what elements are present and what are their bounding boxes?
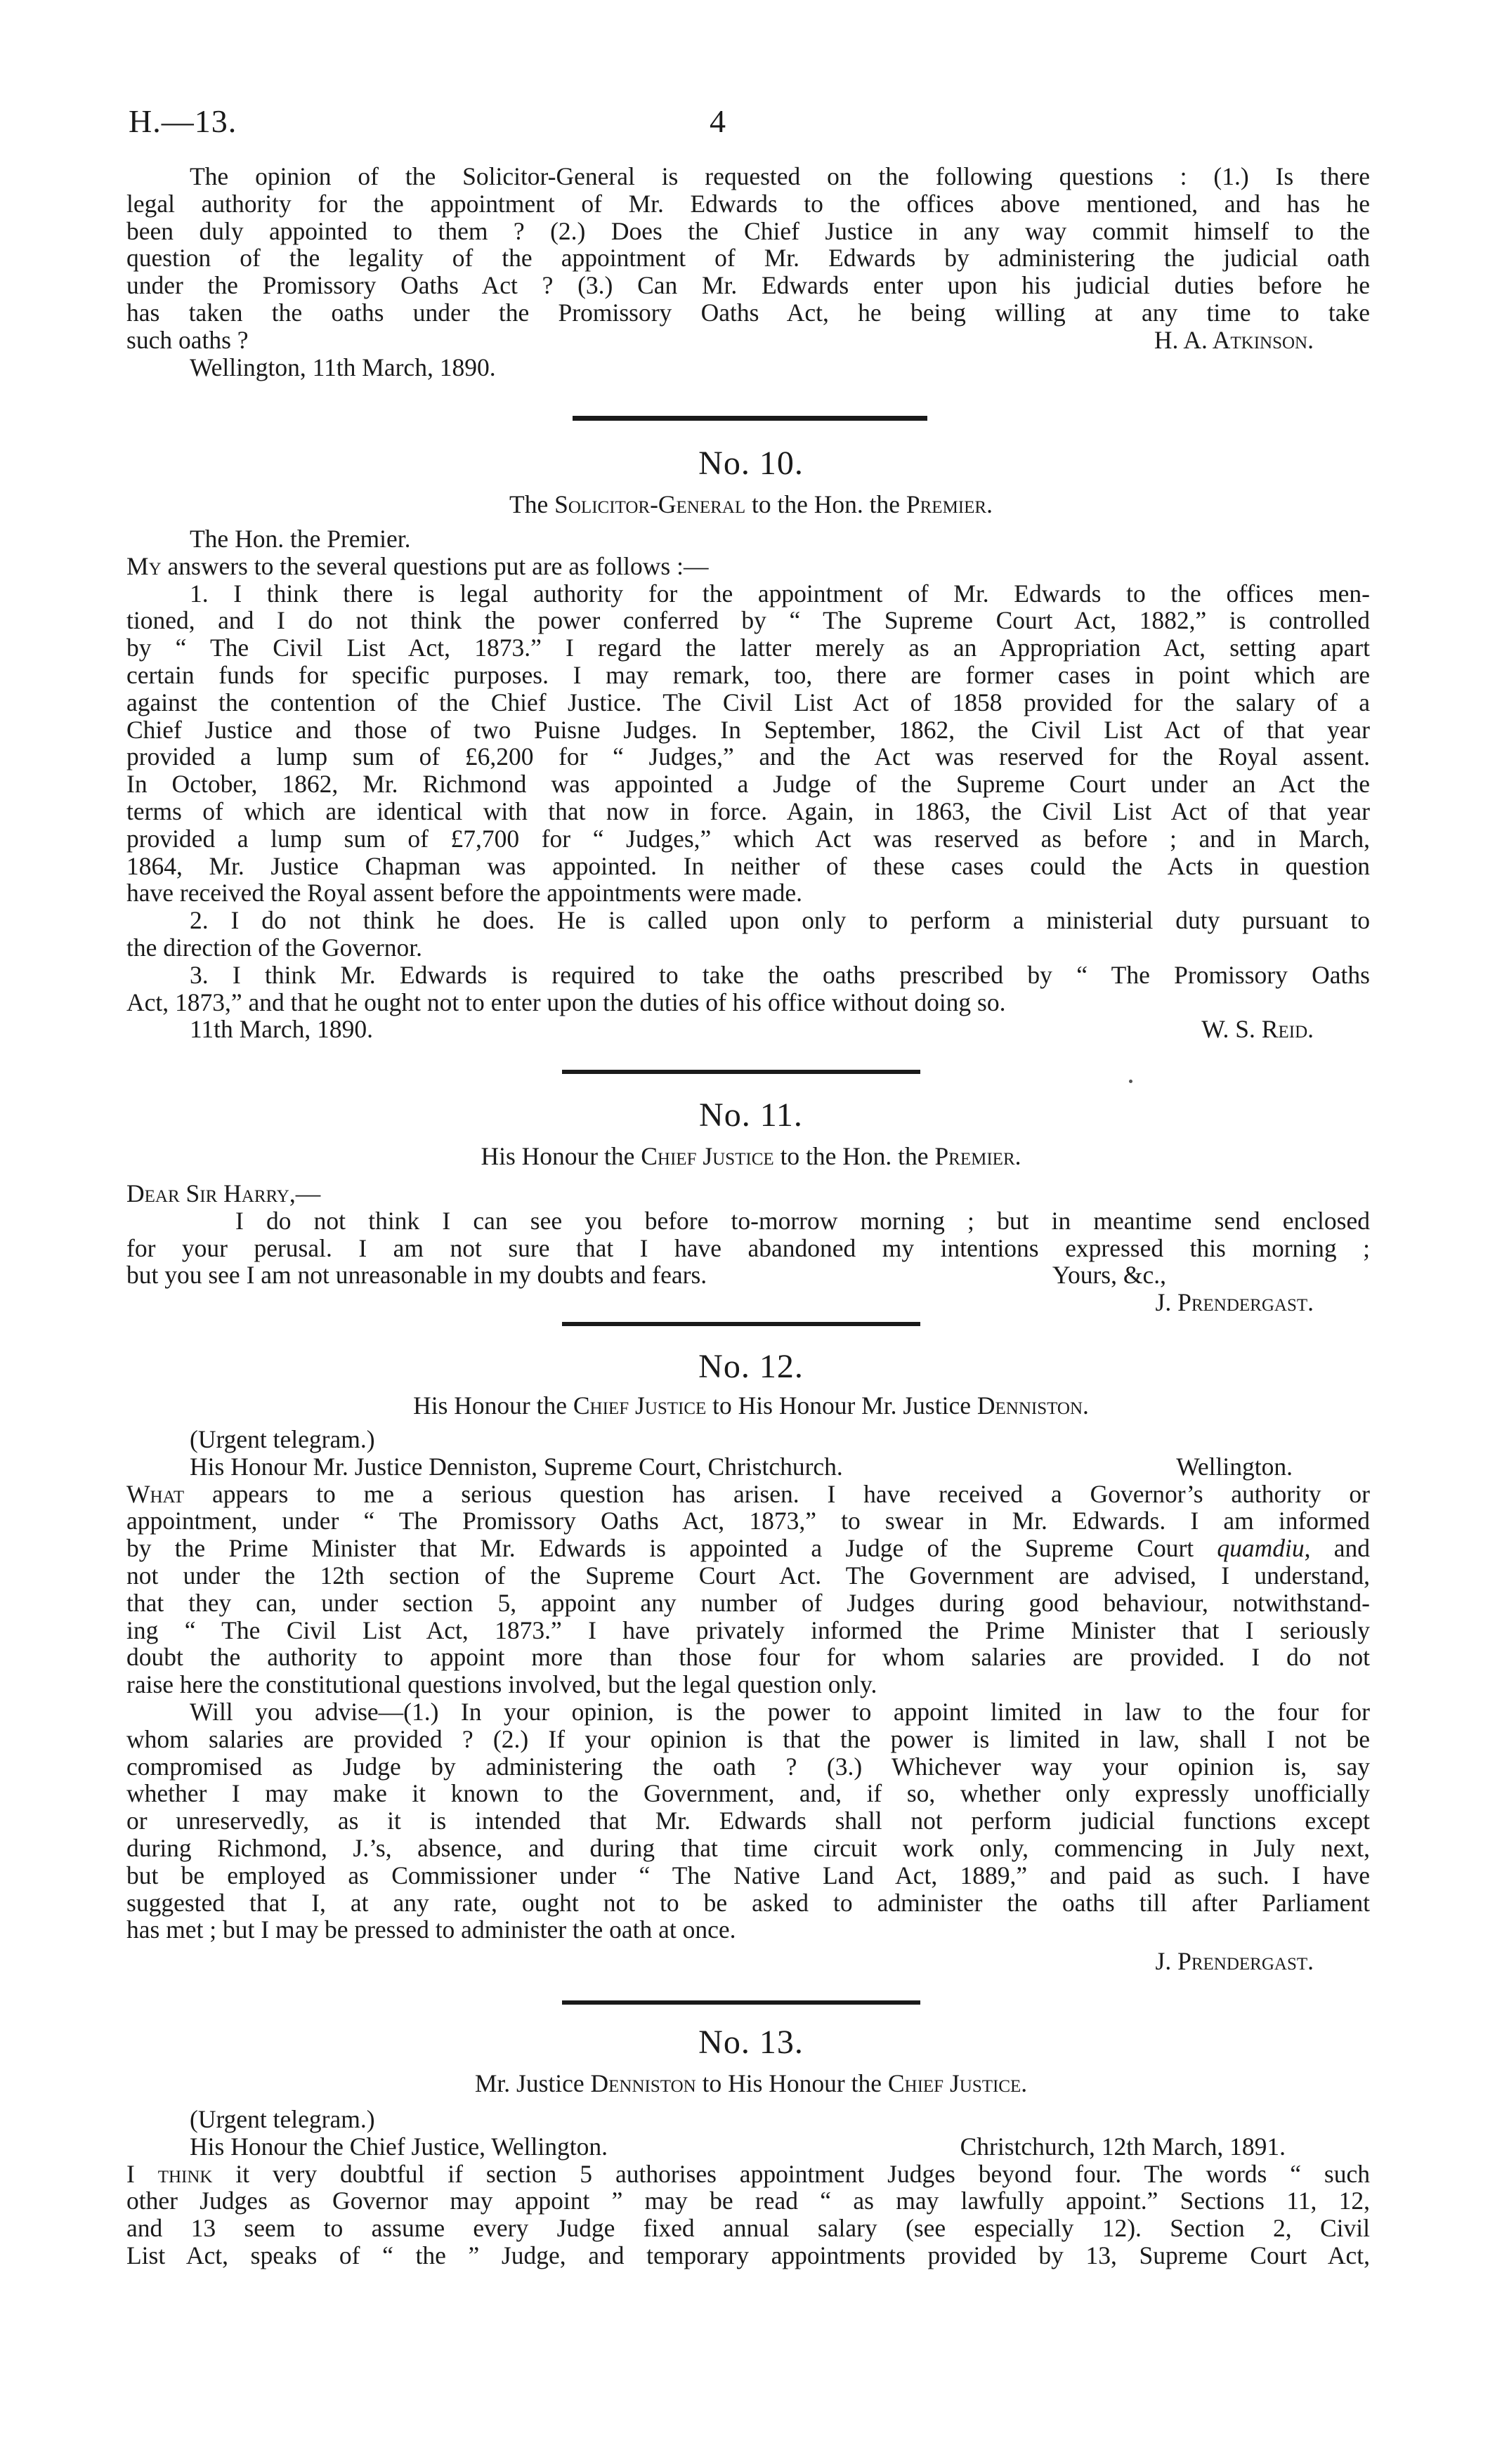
no11-closing: Yours, &c., [1052,1261,1166,1290]
no12-line: not under the 12th section of the Supreme Court Act. The Government are advised, I understand, [126,1561,1370,1590]
page-number: 4 [710,103,726,139]
no13-place: Christchurch, 12th March, 1891. [960,2132,1286,2161]
no12-opening: What appears to me a serious question has arisen. I have received a Governor’s authority or [126,1479,1370,1508]
no12-line: during Richmond, J.’s, absence, and during that time circuit work only, commencing in July next, [126,1833,1370,1862]
no13-telegram: (Urgent telegram.) [190,2105,375,2133]
no12-address-row [126,1453,1370,1481]
section-title-no12: No. 12. [698,1348,804,1385]
no13-opening: I think it very doubtful if section 5 authorises appointment Judges beyond four. The words “ such [126,2159,1370,2188]
no13-address-row [126,2133,1370,2161]
section-divider [573,416,927,421]
intro-signature: H. A. Atkinson. [1154,325,1314,354]
no12-line: but be employed as Commissioner under “ The Native Land Act, 1889,” and paid as such. I have [126,1861,1370,1889]
intro-last-line: such oaths ? [126,325,249,354]
no10-line: have received the Royal assent before the appointments were made. [126,879,803,907]
no12-line: has met ; but I may be pressed to administer the oath at once. [126,1915,736,1944]
no11-signature: J. Prendergast. [1155,1288,1314,1317]
intro-date: Wellington, 11th March, 1890. [190,353,496,381]
no13-line: and 13 seem to assume every Judge fixed annual salary (see especially 12). Section 2, Civil [126,2214,1370,2243]
no10-body [126,525,1370,1043]
intro-line: been duly appointed to them ? (2.) Does the Chief Justice in any way commit himself to the [126,216,1370,245]
no11-salutation: Dear Sir Harry,— [126,1179,321,1207]
no11-line: but you see I am not unreasonable in my doubts and fears. [126,1261,707,1290]
section-divider [562,1070,920,1074]
no10-line: Act, 1873,” and that he ought not to enter upon the duties of his office without doing so. [126,988,1006,1016]
no12-line: appointment, under “ The Promissory Oaths Act, 1873,” to swear in Mr. Edwards. I am informed [126,1507,1370,1535]
no10-line: the direction of the Governor. [126,933,422,962]
no10-line: by “ The Civil List Act, 1873.” I regard the latter merely as an Appropriation Act, setting apart [126,634,1370,662]
section-title-no13: No. 13. [698,2024,804,2061]
intro-line: The opinion of the Solicitor-General is requested on the following questions : (1.) Is there [190,162,1370,190]
no13-addressee: His Honour the Chief Justice, Wellington. [190,2132,608,2161]
no12-signature: J. Prendergast. [1155,1947,1314,1976]
no11-line: I do not think I can see you before to-morrow morning ; but in meantime send enclosed [235,1206,1370,1235]
section-subtitle-no12: His Honour the Chief Justice to His Honour Mr. Justice Denniston. [413,1391,1089,1420]
no12-line: Will you advise—(1.) In your opinion, is the power to appoint limited in law to the four for [190,1697,1370,1726]
no10-line: 2. I do not think he does. He is called upon only to perform a ministerial duty pursuant to [190,906,1370,935]
no11-closing-row [126,1262,1370,1289]
intro-line: under the Promissory Oaths Act ? (3.) Can Mr. Edwards enter upon his judicial duties before he [126,271,1370,300]
no10-line: 3. I think Mr. Edwards is required to take the oaths prescribed by “ The Promissory Oaths [190,960,1370,989]
no10-sign-row [126,1016,1370,1043]
no12-place: Wellington. [1176,1452,1293,1481]
no12-line: raise here the constitutional questions involved, but the legal question only. [126,1670,877,1699]
no10-line: 1. I think there is legal authority for the appointment of Mr. Edwards to the offices men- [190,579,1370,608]
section-title-no10: No. 10. [698,445,804,482]
no12-line: by the Prime Minister that Mr. Edwards is appointed a Judge of the Supreme Court quamdiu, and [126,1534,1370,1563]
no11-line: for your perusal. I am not sure that I have abandoned my intentions expressed this morning ; [126,1233,1370,1262]
no10-line: certain funds for specific purposes. I may remark, too, there are former cases in point which are [126,660,1370,689]
section-divider [562,1322,920,1326]
section-subtitle-no13: Mr. Justice Denniston to His Honour the Chief Justice. [474,2069,1028,2097]
no12-line: suggested that I, at any rate, ought not to be asked to administer the oaths till after Parliament [126,1888,1370,1917]
no12-addressee: His Honour Mr. Justice Denniston, Supreme Court, Christchurch. [190,1452,843,1481]
no10-line: tioned, and I do not think the power conferred by “ The Supreme Court Act, 1882,” is controlled [126,606,1370,635]
no10-line: provided a lump sum of £6,200 for “ Judges,” and the Act was reserved for the Royal assent. [126,742,1370,771]
no10-line: In October, 1862, Mr. Richmond was appointed a Judge of the Supreme Court under an Act the [126,770,1370,799]
section-divider [562,2000,920,2005]
no10-line: provided a lump sum of £7,700 for “ Judges,” which Act was reserved as before ; and in March, [126,824,1370,853]
no12-line: doubt the authority to appoint more than those four for whom salaries are provided. I do not [126,1643,1370,1672]
section-subtitle-no11: His Honour the Chief Justice to the Hon. the Premier. [481,1142,1021,1170]
intro-last-row [126,327,1370,354]
no12-line: whether I may make it known to the Government, and, if so, whether only expressly unofficially [126,1779,1370,1808]
intro-section [126,163,1370,381]
no10-line: terms of which are identical with that now in force. Again, in 1863, the Civil List Act of that year [126,797,1370,825]
section-title-no11: No. 11. [699,1096,803,1134]
no13-body [126,2106,1370,2269]
no12-line: ing “ The Civil List Act, 1873.” I have privately informed the Prime Minister that I seriously [126,1616,1370,1644]
no10-salutation: The Hon. the Premier. [190,525,411,553]
no12-line: or unreservedly, as it is intended that Mr. Edwards shall not perform judicial functions except [126,1807,1370,1835]
ink-mark [1129,1080,1132,1083]
intro-line: legal authority for the appointment of Mr. Edwards to the offices above mentioned, and has he [126,189,1370,218]
no12-body [126,1426,1370,1975]
no13-line: List Act, speaks of “ the ” Judge, and temporary appointments provided by 13, Supreme Court Act, [126,2241,1370,2269]
no10-line: 1864, Mr. Justice Chapman was appointed. In neither of these cases could the Acts in question [126,851,1370,880]
intro-line: question of the legality of the appointment of Mr. Edwards by administering the judicial oath [126,244,1370,273]
intro-line: has taken the oaths under the Promissory Oaths Act, he being willing at any time to take [126,298,1370,327]
no12-telegram: (Urgent telegram.) [190,1425,375,1453]
no12-line: whom salaries are provided ? (2.) If your opinion is that the power is limited in law, shall I not be [126,1724,1370,1753]
no10-line: Chief Justice and those of two Puisne Judges. In September, 1862, the Civil List Act of that year [126,715,1370,744]
no10-line: against the contention of the Chief Justice. The Civil List Act of 1858 provided for the salary of a [126,688,1370,716]
paper-reference: H.—13. [129,103,237,139]
no12-line: that they can, under section 5, appoint any number of Judges during good behaviour, notwithstand- [126,1588,1370,1617]
no10-opening: My answers to the several questions put are as follows :— [126,551,709,580]
no10-date: 11th March, 1890. [190,1015,373,1044]
no10-signature: W. S. Reid. [1201,1015,1314,1044]
no13-line: other Judges as Governor may appoint ” may be read “ as may lawfully appoint.” Sections 11, 12, [126,2187,1370,2215]
no11-body [126,1180,1370,1316]
no12-line: compromised as Judge by administering the oath ? (3.) Whichever way your opinion is, say [126,1752,1370,1781]
section-subtitle-no10: The Solicitor-General to the Hon. the Premier. [509,490,993,518]
